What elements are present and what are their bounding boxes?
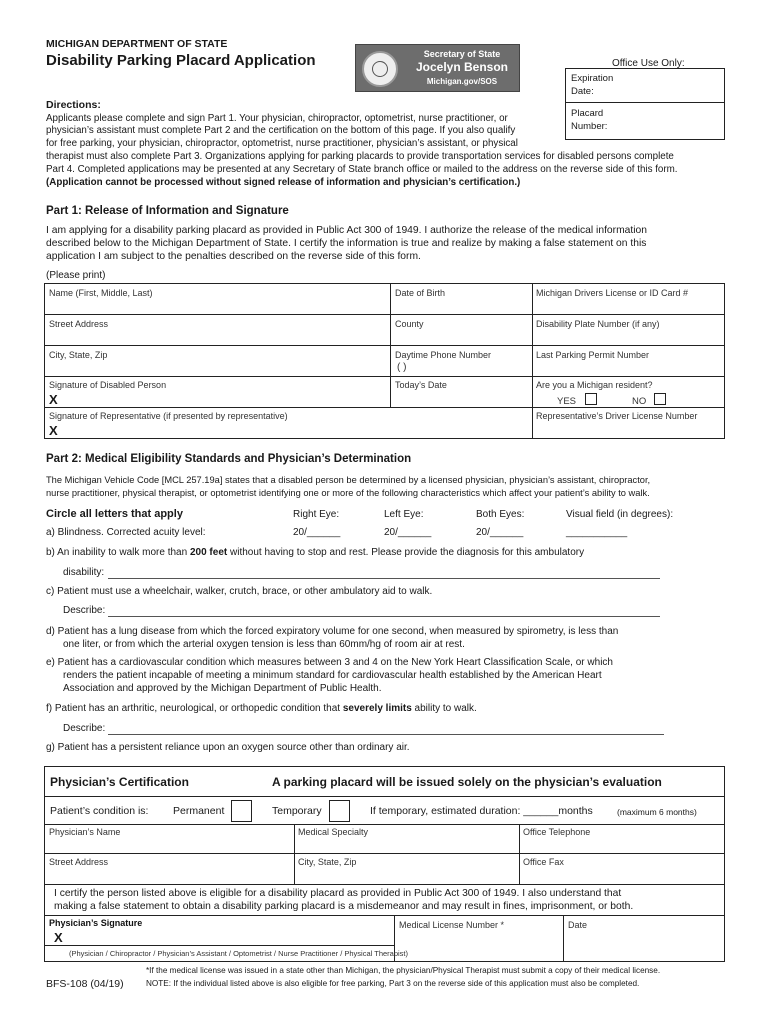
item-f-arthritic[interactable]: f) Patient has an arthritic, neurological, or orthopedic condition that severely limits ability to walk. xyxy=(46,703,477,714)
sig-rep-x: X xyxy=(49,423,58,438)
office-use-box xyxy=(565,68,725,140)
no-label: NO xyxy=(632,396,647,407)
directions-line3: for free parking, your physician, chiropractor, optometrist, nurse practitioner, physician’s assistant, or physical xyxy=(46,138,518,149)
secretary-of-state-logo xyxy=(355,44,520,92)
certify-line2: making a false statement to obtain a disability parking placard is a misdemeanor and may result in fines, imprisonment, or both. xyxy=(54,901,634,912)
dob-field[interactable]: Date of Birth xyxy=(395,288,446,298)
department-name: MICHIGAN DEPARTMENT OF STATE xyxy=(46,38,228,50)
part2-heading: Part 2: Medical Eligibility Standards and Physician’s Determination xyxy=(46,453,412,465)
permanent-label: Permanent xyxy=(173,805,225,817)
item-a-blindness[interactable]: a) Blindness. Corrected acuity level: xyxy=(46,527,206,538)
disability-label: disability: xyxy=(63,567,105,578)
both-eyes-field[interactable]: 20/______ xyxy=(476,527,524,538)
expiration-date-label: Date: xyxy=(571,86,594,97)
describe-c-input-line[interactable] xyxy=(108,616,660,617)
street-field[interactable]: Street Address xyxy=(49,319,109,329)
item-e-cardio[interactable]: e) Patient has a cardiovascular condition which measures between 3 and 4 on the New York Heart Classification Scale, or which xyxy=(46,657,613,668)
cert-street-field[interactable]: Street Address xyxy=(49,857,109,867)
rep-license-field[interactable]: Representative’s Driver License Number xyxy=(536,411,698,421)
yes-label: YES xyxy=(557,396,577,407)
expiration-label: Expiration xyxy=(571,73,614,84)
phone-parens: ( ) xyxy=(397,362,407,373)
describe-c-label: Describe: xyxy=(63,605,106,616)
both-eyes-label: Both Eyes: xyxy=(476,509,525,520)
license-field[interactable]: Michigan Drivers License or ID Card # xyxy=(536,288,689,298)
part2-intro-line1: The Michigan Vehicle Code [MCL 257.19a] states that a disabled person be determined by a licensed physician, physician’s assistant, chiropractor, xyxy=(46,475,651,485)
footer-note-free-parking: NOTE: If the individual listed above is also eligible for free parking, Part 3 on the reverse side of this application must also be completed. xyxy=(146,979,640,988)
directions-line6: (Application cannot be processed without signed release of information and physician’s certification.) xyxy=(46,177,521,188)
office-telephone-field[interactable]: Office Telephone xyxy=(523,827,591,837)
logo-line3: Michigan.gov/SOS xyxy=(426,77,498,86)
cert-city-field[interactable]: City, State, Zip xyxy=(298,857,357,867)
condition-label: Patient’s condition is: xyxy=(50,805,149,817)
resident-question: Are you a Michigan resident? xyxy=(536,380,653,390)
visual-field-label: Visual field (in degrees): xyxy=(566,509,674,520)
logo-line2: Jocelyn Benson xyxy=(415,60,509,74)
sig-disabled-field[interactable]: Signature of Disabled Person xyxy=(49,380,167,390)
practitioner-types: (Physician / Chiropractor / Physician’s Assistant / Optometrist / Nurse Practitioner / Physical Therapist) xyxy=(69,949,409,958)
temporary-label: Temporary xyxy=(272,805,322,817)
duration-field[interactable]: If temporary, estimated duration: ______months xyxy=(370,805,593,817)
cert-heading: Physician’s Certification xyxy=(50,775,189,789)
phone-field[interactable]: Daytime Phone Number xyxy=(395,350,492,360)
plate-field[interactable]: Disability Plate Number (if any) xyxy=(536,319,660,329)
certify-line1: I certify the person listed above is eligible for a disability placard as provided in Public Act 300 of 1949. I also understand that xyxy=(54,888,622,899)
visual-field-input[interactable]: ___________ xyxy=(566,527,628,538)
directions-line1: Applicants please complete and sign Part 1. Your physician, chiropractor, optometrist, nurse practitioner, or xyxy=(46,113,508,124)
right-eye-label: Right Eye: xyxy=(293,509,340,520)
name-field[interactable]: Name (First, Middle, Last) xyxy=(49,288,153,298)
describe-f-input-line[interactable] xyxy=(108,734,664,735)
placard-number-label: Number: xyxy=(571,121,608,132)
item-d-lung[interactable]: d) Patient has a lung disease from which the forced expiratory volume for one second, when measured by spirometry, is less than xyxy=(46,626,619,637)
sig-disabled-x: X xyxy=(49,392,58,407)
please-print-label: (Please print) xyxy=(46,270,106,281)
physician-signature-x: X xyxy=(54,930,63,945)
directions-line2: physician’s assistant must complete Part 2 and the certification on the bottom of this page. If you also qualify xyxy=(46,125,516,136)
item-g-oxygen[interactable]: g) Patient has a persistent reliance upon an oxygen source other than ordinary air. xyxy=(46,742,410,753)
permit-field[interactable]: Last Parking Permit Number xyxy=(536,350,650,360)
office-use-label: Office Use Only: xyxy=(612,58,685,69)
item-e-line3: Association and approved by the Michigan Department of Public Health. xyxy=(63,683,382,694)
physician-name-field[interactable]: Physician’s Name xyxy=(49,827,121,837)
today-date-field[interactable]: Today’s Date xyxy=(395,380,447,390)
part1-para-line3: application I am subject to the penalties described on the reverse side of this form. xyxy=(46,251,421,262)
permanent-checkbox[interactable] xyxy=(231,800,252,822)
item-b-walk[interactable]: b) An inability to walk more than 200 feet without having to stop and rest. Please provide the diagnosis for this ambulatory xyxy=(46,547,585,558)
physician-signature-field[interactable]: Physician’s Signature xyxy=(49,918,143,928)
no-checkbox[interactable] xyxy=(654,393,666,405)
yes-checkbox[interactable] xyxy=(585,393,597,405)
placard-label: Placard xyxy=(571,108,604,119)
physician-certification-box xyxy=(44,766,725,962)
part2-intro-line2: nurse practitioner, physical therapist, or optometrist identifying one or more of the following characteristics which affect your patient’s ability to walk. xyxy=(46,488,650,498)
form-id: BFS-108 (04/19) xyxy=(46,978,124,990)
city-field[interactable]: City, State, Zip xyxy=(49,350,108,360)
part1-para-line1: I am applying for a disability parking placard as provided in Public Act 300 of 1949. I authorize the release of the medical information xyxy=(46,225,647,236)
state-seal-icon xyxy=(362,51,398,87)
logo-line1: Secretary of State xyxy=(423,49,501,59)
left-eye-field[interactable]: 20/______ xyxy=(384,527,432,538)
specialty-field[interactable]: Medical Specialty xyxy=(298,827,369,837)
item-c-aid[interactable]: c) Patient must use a wheelchair, walker, crutch, brace, or other ambulatory aid to walk. xyxy=(46,586,433,597)
cert-date-field[interactable]: Date xyxy=(568,920,588,930)
form-title: Disability Parking Placard Application xyxy=(46,52,316,69)
max-duration-note: (maximum 6 months) xyxy=(617,807,697,817)
item-d-line2: one liter, or from which the arterial oxygen tension is less than 60mm/hg of room air at rest. xyxy=(63,639,465,650)
left-eye-label: Left Eye: xyxy=(384,509,424,520)
office-fax-field[interactable]: Office Fax xyxy=(523,857,564,867)
directions-line4: therapist must also complete Part 3. Organizations applying for parking placards to provide transportation services for disabled persons complete xyxy=(46,151,674,162)
directions-line5: Part 4. Completed applications may be presented at any Secretary of State branch office or mailed to the address on the reverse side of this form. xyxy=(46,164,678,175)
item-e-line2: renders the patient incapable of meeting a minimum standard for cardiovascular health established by the American Heart xyxy=(63,670,602,681)
footer-note-license: *If the medical license was issued in a state other than Michigan, the physician/Physical Therapist must submit a copy of their medical license. xyxy=(146,966,661,975)
part1-para-line2: described below to the Michigan Department of State. I certify the information is true and realize by making a false statement on this xyxy=(46,238,647,249)
cert-subheading: A parking placard will be issued solely on the physician’s evaluation xyxy=(272,775,662,789)
county-field[interactable]: County xyxy=(395,319,424,329)
license-number-field[interactable]: Medical License Number * xyxy=(399,920,505,930)
sig-rep-field[interactable]: Signature of Representative (if presented by representative) xyxy=(49,411,288,421)
temporary-checkbox[interactable] xyxy=(329,800,350,822)
disability-input-line[interactable] xyxy=(108,578,660,579)
part1-heading: Part 1: Release of Information and Signature xyxy=(46,205,289,217)
right-eye-field[interactable]: 20/______ xyxy=(293,527,341,538)
describe-f-label: Describe: xyxy=(63,723,106,734)
directions-heading: Directions: xyxy=(46,99,101,111)
circle-instruction: Circle all letters that apply xyxy=(46,508,183,520)
part1-table xyxy=(44,283,725,439)
